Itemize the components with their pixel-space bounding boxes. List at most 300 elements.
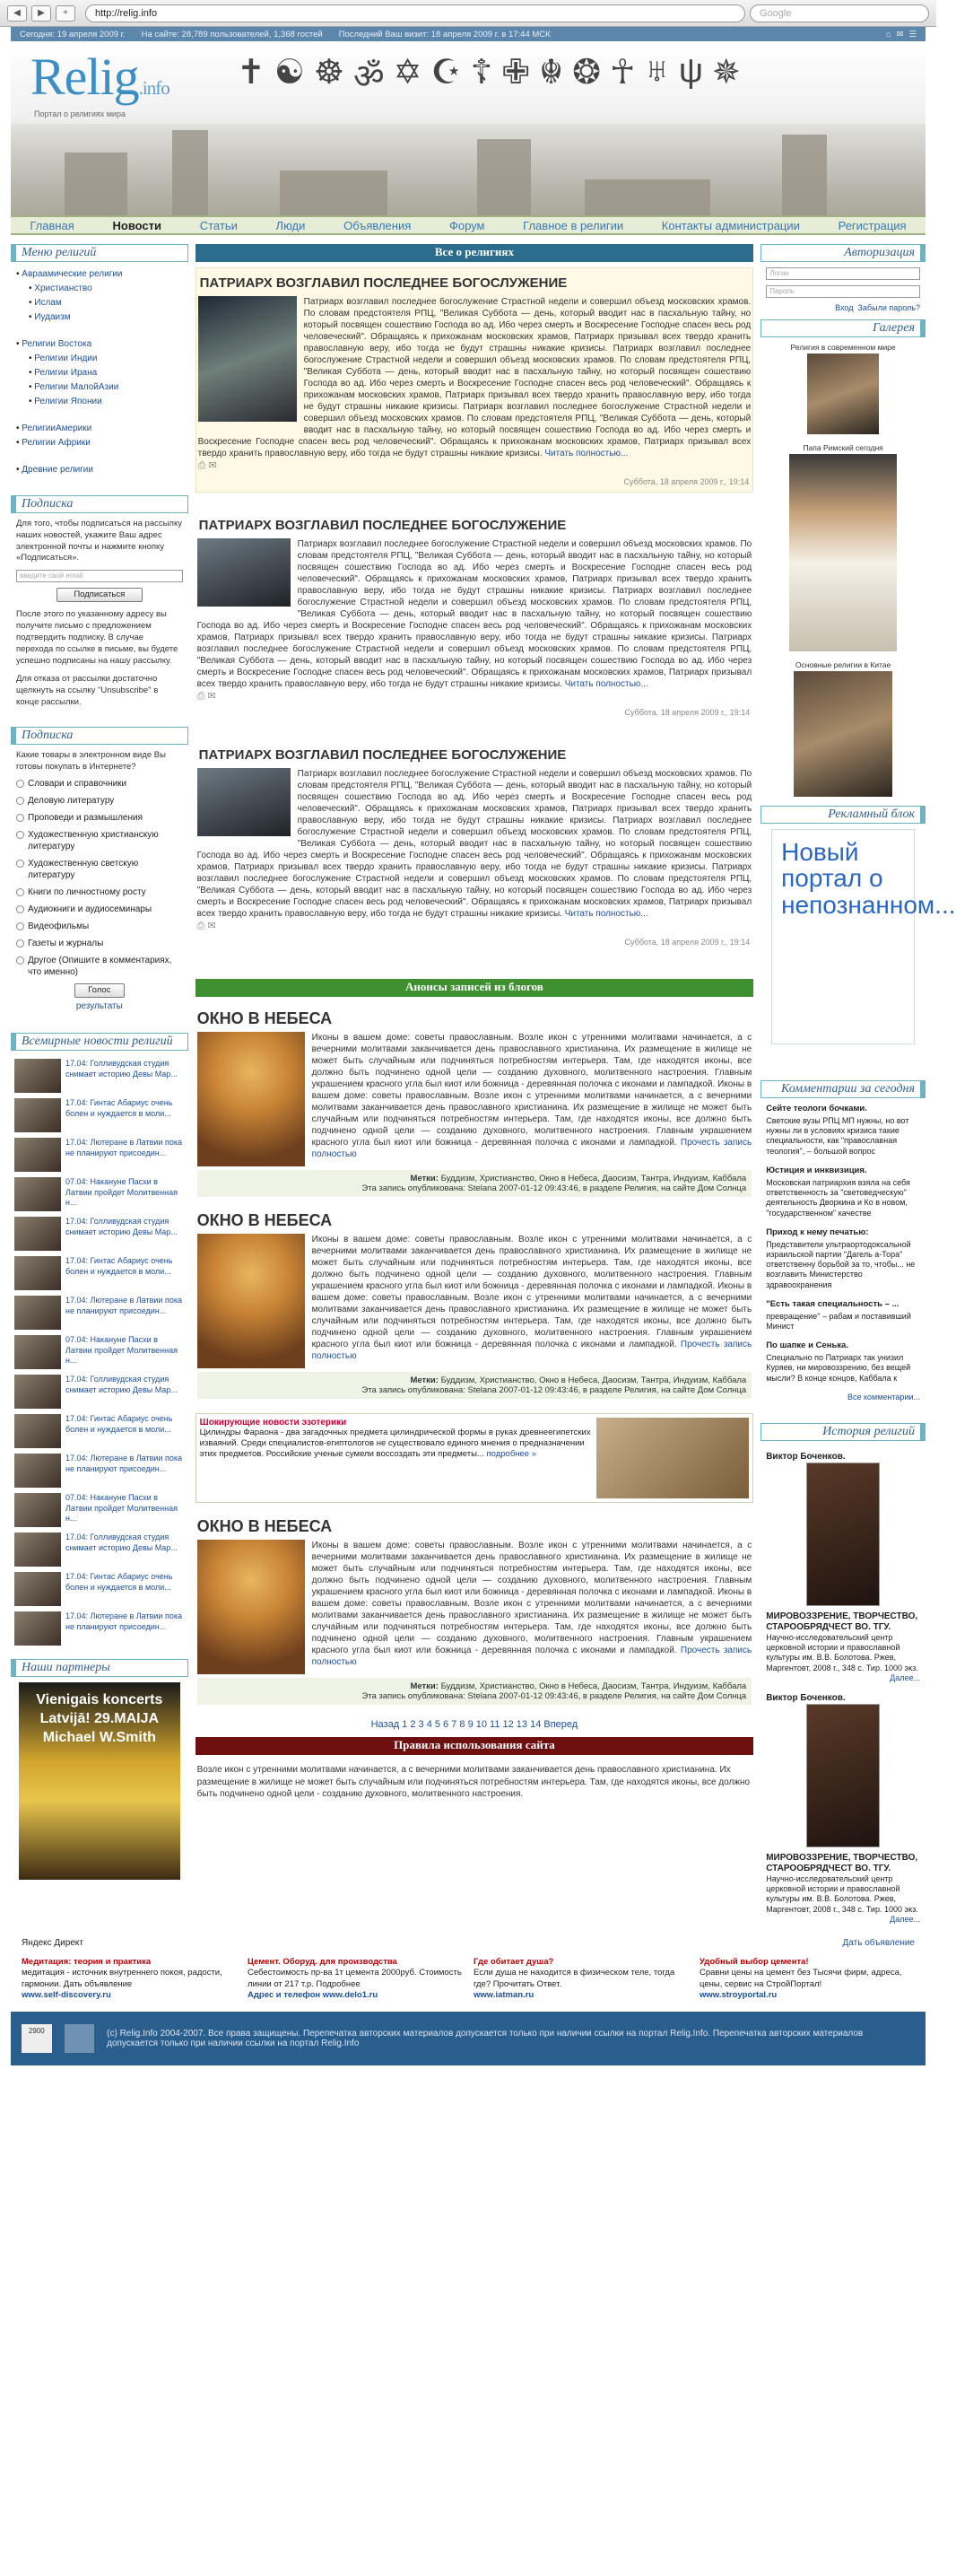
- blog-meta: [197, 1372, 752, 1399]
- blog-tags-label: Метки:: [410, 1375, 439, 1385]
- comment-title[interactable]: "Есть такая специальность – ...: [766, 1298, 900, 1309]
- religions-menu-link[interactable]: Христианство: [34, 284, 92, 293]
- footer-ad: [474, 1957, 689, 2001]
- news-thumbnail[interactable]: [14, 1414, 61, 1448]
- comment-text: Специально по Патриарх так унизил Куряев, ни мировоззрению, без вещей мысли? В конце концов, Каббала к: [766, 1353, 911, 1383]
- news-thumbnail[interactable]: [14, 1059, 61, 1093]
- religions-menu-item[interactable]: • Ислам: [29, 298, 62, 308]
- menu-item[interactable]: Контакты администрации: [661, 218, 800, 232]
- address-bar[interactable]: http://relig.info: [85, 4, 745, 22]
- article-title[interactable]: ПАТРИАРХ ВОЗГЛАВИЛ ПОСЛЕДНЕЕ БОГОСЛУЖЕНИЕ: [199, 275, 568, 291]
- menu-item[interactable]: Объявления: [343, 218, 412, 232]
- poll-option-label: Видеофильмы: [28, 921, 90, 932]
- religions-menu-item[interactable]: • Религии Индии: [29, 354, 98, 363]
- site-rules-text: Возле икон с утренними молитвами начинается, а с вечерними молитвами заканчивается день православного христианина. Их размещение в жилище не может быть случайным или подчиняться потребностям интерьера. Там, где находятся иконы, все должно быть подчинено одной цели - созданию духовного, молитвенного настроения.: [196, 1765, 751, 1799]
- footer-ad: [22, 1957, 237, 2001]
- vote-button[interactable]: Голос: [74, 983, 125, 998]
- blog-meta: [197, 1170, 752, 1197]
- blog-post-text: [197, 1540, 752, 1668]
- subscribe-button[interactable]: Подписаться: [56, 588, 143, 602]
- article-paragraph: Патриарх возглавил последнее богослужение Страстной недели и совершил объезд московских храмов. По словам предстоятеля РПЦ, "Великая Суббота — день, который вводит нас в пасхальную тайну, но который посвящен сошествию Господа во ад. Ибо через смерть и Воскресение Господне спасен весь род человеческий". Обращаясь к прихожанам московских храмов, Патриарх призывал всех твердо хранить православную веру, ибо тогда не будут страшны никакие кризисы.: [297, 539, 752, 596]
- gallery-header: Галерея: [760, 319, 926, 337]
- footer-ad-title[interactable]: Где обитает душа?: [474, 1956, 554, 1967]
- blog-post-body: Иконы в вашем доме: советы православным. Возле икон с утренними молитвами начинается, а с вечерними молитвами заканчивается день православного христианина. Их размещение в жилище не может быть случайным или подчиняться потребностям интерьера. Там, где находятся иконы, все должно быть подчинено одной цели — созданию духовного, молитвенного настроения. Главным украшением красного угла был киот или божница - деревянная полочка с иконами и лампадкой.: [311, 1587, 752, 1655]
- online-users: На сайте: 28,789 пользователей, 1,368 гостей: [141, 29, 323, 39]
- header-collage: [11, 124, 926, 215]
- header-icons: [886, 30, 917, 39]
- world-news-item[interactable]: [11, 1411, 188, 1451]
- article-paragraph: Патриарх возглавил последнее богослужение Страстной недели и совершил объезд московских храмов. По словам предстоятеля РПЦ, "Великая Суббота — день, который вводит нас в пасхальную тайну, но который посвящен сошествию Господа во ад. Ибо через смерть и Воскресение Господне спасен весь род человеческий". Обращаясь к прихожанам московских храмов, Патриарх призывал всех твердо хранить православную веру, ибо тогда не будут страшны никакие кризисы.: [196, 862, 752, 919]
- partners-header: Наши партнеры: [11, 1659, 188, 1677]
- news-link[interactable]: 07.04: Накануне Пасхи в Латвии пройдет Молитвенная н...: [65, 1493, 178, 1523]
- news-link[interactable]: 17.04: Лютеране в Латвии пока не планируют присоедин...: [65, 1454, 182, 1473]
- news-link[interactable]: 07.04: Накануне Пасхи в Латвии пройдет Молитвенная н...: [65, 1177, 178, 1207]
- poll-option-label: Книги по личностному росту: [28, 887, 146, 898]
- poll-option[interactable]: [16, 812, 183, 824]
- main-column: [196, 244, 754, 1929]
- all-religions-header: Все о религиях: [196, 244, 754, 262]
- news-link[interactable]: 17.04: Гинтас Абариус очень болен и нуждается в моли...: [65, 1414, 173, 1434]
- religions-menu-link[interactable]: Древние религии: [22, 465, 93, 475]
- religions-menu-item[interactable]: • Древние религии: [16, 465, 93, 475]
- page: [11, 27, 956, 2065]
- poll-radio[interactable]: [16, 922, 24, 930]
- world-news-item[interactable]: [11, 1609, 188, 1648]
- news-thumbnail[interactable]: [14, 1217, 61, 1251]
- book-author: Виктор Боченков.: [766, 1451, 846, 1462]
- book-author: Виктор Боченков.: [766, 1692, 846, 1703]
- poll-option[interactable]: [16, 829, 183, 852]
- forward-button[interactable]: ▶: [31, 5, 51, 22]
- news-link[interactable]: 17.04: Гинтас Абариус очень болен и нуждается в моли...: [65, 1572, 173, 1592]
- blog-post: [196, 1002, 754, 1204]
- article-title[interactable]: ПАТРИАРХ ВОЗГЛАВИЛ ПОСЛЕДНЕЕ БОГОСЛУЖЕНИЕ: [198, 747, 567, 763]
- world-news-item[interactable]: [11, 1096, 188, 1135]
- esoteric-ad-image[interactable]: [596, 1418, 749, 1498]
- world-news-list: [11, 1056, 188, 1648]
- religion-symbol-icon[interactable]: ☥: [609, 54, 636, 92]
- icon-image[interactable]: [197, 1032, 305, 1166]
- news-thumbnail[interactable]: [14, 1296, 61, 1330]
- news-thumbnail[interactable]: [14, 1177, 61, 1211]
- comment: [760, 1340, 926, 1393]
- article-title[interactable]: ПАТРИАРХ ВОЗГЛАВИЛ ПОСЛЕДНЕЕ БОГОСЛУЖЕНИЕ: [198, 518, 567, 533]
- icon-image[interactable]: [197, 1234, 305, 1368]
- world-news-item[interactable]: [11, 1372, 188, 1411]
- esoteric-ad-more[interactable]: подробнее »: [486, 1448, 536, 1459]
- gallery-caption: Папа Римский сегодня: [803, 443, 883, 452]
- read-more-link[interactable]: Читать полностью...: [564, 909, 648, 919]
- footer-ad-text: медитация - источник внутреннего покоя, радости, гармонии. Дать объявление: [22, 1968, 222, 1989]
- book-desc: Научно-исследовательский центр церковной истории и православной культуры им. В.В. Болотова. Ржев, Маргентовт, 2008 г., 348 с. Тир. 1000 экз.: [766, 1632, 918, 1672]
- history-header: История религий: [760, 1423, 926, 1441]
- world-news-header: Всемирные новости религий: [11, 1033, 188, 1051]
- world-news-item[interactable]: [11, 1174, 188, 1214]
- news-thumbnail[interactable]: [14, 1375, 61, 1409]
- blogs-header: Анонсы записей из блогов: [196, 979, 754, 997]
- poll-option-label: Деловую литературу: [28, 796, 115, 807]
- comment: [760, 1299, 926, 1340]
- blog-tags: Буддизм, Христианство, Окно в Небеса, Даосизм, Тантра, Индуизм, Каббала: [440, 1375, 747, 1385]
- blog-post-title[interactable]: ОКНО В НЕБЕСА: [196, 1009, 333, 1027]
- poll-option-label: Художественную светскую литературу: [28, 859, 139, 881]
- article-date: Суббота, 18 апреля 2009 г., 19:14: [623, 477, 750, 486]
- password-input[interactable]: Пароль: [766, 285, 920, 298]
- poll-option[interactable]: [16, 778, 183, 790]
- book-cover[interactable]: [806, 1463, 880, 1606]
- religions-menu-link[interactable]: Религии Индии: [34, 354, 98, 363]
- religion-symbol-icon[interactable]: ✵: [711, 54, 741, 92]
- news-link[interactable]: 17.04: Гинтас Абариус очень болен и нуждается в моли...: [65, 1098, 173, 1118]
- comment-text: Светские вузы РПЦ МП нужны, но вот нужны ли в условиях кризиса такие специальности, как "православная теология", – большой вопрос: [766, 1115, 909, 1156]
- book-more-link[interactable]: Далее...: [890, 1672, 920, 1682]
- poll-option-label: Газеты и журналы: [28, 939, 104, 949]
- article-photo[interactable]: [198, 296, 297, 422]
- blog-read-more[interactable]: Прочесть запись полностью: [311, 1340, 752, 1361]
- footer-ad-title[interactable]: Цемент. Оборуд. для производства: [248, 1956, 397, 1967]
- religions-menu-item[interactable]: • Религии Африки: [16, 438, 91, 448]
- article-paragraph: Патриарх возглавил последнее богослужение Страстной недели и совершил объезд московских храмов. По словам предстоятеля РПЦ, "Великая Суббота — день, который вводит нас в пасхальную тайну, но который посвящен сошествию Господа во ад. Ибо через смерть и Воскресение Господне спасен весь род человеческий". Обращаясь к прихожанам московских храмов, Патриарх призывал всех твердо хранить православную веру, ибо тогда не будут страшны никакие кризисы.: [303, 297, 752, 354]
- browser-toolbar: [0, 0, 936, 27]
- poll-header: Подписка: [11, 727, 188, 745]
- poll-option-label: Другое (Опишите в комментариях, что именно): [28, 956, 172, 978]
- blog-post: [196, 1510, 754, 1712]
- right-column: [760, 244, 956, 1929]
- add-tab-button[interactable]: +: [56, 5, 75, 22]
- blog-tags: Буддизм, Христианство, Окно в Небеса, Даосизм, Тантра, Индуизм, Каббала: [440, 1174, 747, 1183]
- news-link[interactable]: 17.04: Голливудская студия снимает историю Девы Мар...: [65, 1059, 178, 1078]
- menu-item[interactable]: Главное в религии: [523, 218, 624, 232]
- pagination-links[interactable]: Назад 1 2 3 4 5 6 7 8 9 10 11 12 13 14 Вперед: [370, 1719, 578, 1730]
- world-news-item[interactable]: [11, 1530, 188, 1569]
- email-icon[interactable]: ✉: [207, 921, 216, 931]
- poll-option[interactable]: [16, 858, 183, 881]
- comment-title[interactable]: Приход к нему печатью:: [766, 1227, 869, 1237]
- religion-symbol-icon[interactable]: ☪: [430, 54, 462, 92]
- religion-symbol-icon[interactable]: ♅: [644, 52, 670, 90]
- gallery-image[interactable]: [807, 354, 879, 434]
- religions-menu-link[interactable]: Ислам: [34, 298, 62, 308]
- comment-text: Московская патриархия взяла на себя ответственность за "световедческую" деятельность Дворкина и Ко в новом, "государственном" качестве: [766, 1177, 910, 1218]
- poll-option[interactable]: [16, 921, 183, 932]
- book-item: [760, 1688, 926, 1929]
- news-thumbnail[interactable]: [14, 1493, 61, 1527]
- religions-menu-header: Меню религий: [11, 244, 188, 262]
- article: [196, 267, 754, 493]
- poll-results-link[interactable]: результаты: [75, 1001, 123, 1012]
- gallery-caption: Религия в современном мире: [790, 343, 896, 352]
- religions-menu-link[interactable]: РелигииАмерики: [22, 424, 92, 433]
- article-date: Суббота, 18 апреля 2009 г., 19:14: [624, 938, 751, 947]
- footer: [11, 2012, 926, 2065]
- today-date: Сегодня: 19 апреля 2009 г.: [20, 29, 126, 39]
- footer-ad-title[interactable]: Медитация: теория и практика: [22, 1956, 152, 1967]
- footer-ad-text: Себестоимость пр-ва 1т цемента 2000руб. Стоимость линии от 217 т.р. Подробнее: [248, 1968, 462, 1989]
- esoteric-ad-desc: Цилиндры Фараона - два загадочных предмета цилиндрической формы в руках древнеегипетских изваяний. Среди специалистов-египтологов не существовало единого мнения о предназначении этих предметов. Российские ученые сумели воссоздать эти предметы...: [199, 1428, 591, 1459]
- site-rules-header: Правила использования сайта: [196, 1737, 754, 1755]
- religion-symbol-icon[interactable]: ॐ: [353, 58, 385, 96]
- news-thumbnail[interactable]: [14, 1611, 61, 1646]
- footer-ad: [248, 1957, 463, 2001]
- blog-read-more[interactable]: Прочесть запись полностью: [311, 1646, 752, 1667]
- comments-header: Комментарии за сегодня: [760, 1080, 926, 1098]
- poll-radio[interactable]: [16, 780, 24, 788]
- article-paragraph: Патриарх возглавил последнее богослужение Страстной недели и совершил объезд московских храмов. По словам предстоятеля РПЦ, "Великая Суббота — день, который вводит нас в пасхальную тайну, но который посвящен сошествию Господа во ад. Ибо через смерть и Воскресение Господне спасен весь род человеческий". Обращаясь к прихожанам московских храмов, Патриарх призывал всех твердо хранить православную веру, ибо тогда не будут страшны никакие кризисы.: [196, 633, 752, 689]
- comment-text: Представители ультраортодоксальной израильской партии "Дагель а-Тора" ответственну борьбой за то, чтобы... не возглавить Министерство здравоохранения: [766, 1239, 916, 1289]
- poll-option[interactable]: [16, 795, 183, 807]
- religions-menu-item[interactable]: • Иудаизм: [29, 312, 71, 322]
- print-icon[interactable]: ⎙: [196, 921, 208, 931]
- blog-post: [196, 1204, 754, 1406]
- comment-title[interactable]: По шапке и Сенька.: [766, 1340, 848, 1351]
- religions-menu-item[interactable]: • Религии Востока: [16, 339, 92, 349]
- menu-item[interactable]: Новости: [112, 218, 162, 232]
- subscribe-text: Для того, чтобы подписаться на рассылку наших новостей, укажите Ваш адрес электронной почты и нажмите кнопку «Подписаться».: [16, 519, 182, 563]
- article: [196, 511, 754, 722]
- article-tools: [197, 920, 752, 934]
- religion-symbols: [237, 52, 741, 99]
- article-tools: [198, 459, 752, 474]
- religions-menu-item[interactable]: • РелигииАмерики: [16, 424, 92, 433]
- poll-radio[interactable]: [16, 905, 24, 913]
- footer-ad: [700, 1957, 915, 2001]
- home-icon[interactable]: ⌂: [885, 29, 891, 39]
- poll-radio[interactable]: [16, 939, 24, 947]
- read-more-link[interactable]: Читать полностью...: [544, 449, 629, 458]
- article-text: [197, 538, 752, 690]
- poll-option-label: Аудиокниги и аудиосеминары: [28, 904, 152, 915]
- article-photo[interactable]: [197, 768, 291, 836]
- print-icon[interactable]: ⎙: [197, 460, 209, 471]
- email-icon[interactable]: ✉: [207, 691, 216, 702]
- subscribe-header: Подписка: [11, 495, 188, 513]
- blog-tags-label: Метки:: [410, 1681, 439, 1691]
- poll-option-label: Проповеди и размышления: [28, 813, 143, 824]
- poll-option-label: Художественную христианскую литературу: [28, 830, 159, 852]
- all-comments-link[interactable]: Все комментарии...: [847, 1392, 920, 1402]
- world-news-item[interactable]: [11, 1451, 188, 1490]
- blog-post-title[interactable]: ОКНО В НЕБЕСА: [196, 1517, 333, 1535]
- news-thumbnail[interactable]: [14, 1572, 61, 1606]
- footer-ad-url[interactable]: www.self-discovery.ru: [22, 1989, 111, 2000]
- book-desc: Научно-исследовательский центр церковной истории и православной культуры им. В.В. Болотова. Ржев, Маргентовт, 2008 г., 348 с. Тир. 1000 экз.: [766, 1873, 918, 1914]
- news-link[interactable]: 07.04: Накануне Пасхи в Латвии пройдет Молитвенная н...: [65, 1335, 178, 1365]
- gallery-image[interactable]: [789, 454, 897, 651]
- religions-menu-link[interactable]: Религии Ирана: [34, 368, 98, 378]
- blog-post-text: [197, 1032, 752, 1160]
- article: [196, 740, 754, 952]
- book-title[interactable]: МИРОВОЗЗРЕНИЕ, ТВОРЧЕСТВО, СТАРООБРЯДЧЕСТ ВО. ТГУ.: [766, 1611, 918, 1632]
- login-input[interactable]: Логин: [766, 267, 920, 280]
- world-news-item[interactable]: [11, 1569, 188, 1609]
- poll-radio[interactable]: [16, 956, 24, 965]
- blog-meta: [197, 1678, 752, 1705]
- gallery-image[interactable]: [794, 671, 892, 797]
- esoteric-ad-body: [200, 1428, 592, 1460]
- blog-tags: Буддизм, Христианство, Окно в Небеса, Даосизм, Тантра, Индуизм, Каббала: [440, 1681, 747, 1691]
- mail-icon[interactable]: ✉: [896, 29, 904, 39]
- news-link[interactable]: 17.04: Голливудская студия снимает историю Девы Мар...: [65, 1533, 178, 1552]
- blog-published: Эта запись опубликована: Stelana 2007-01-12 09:43:46, в разделе Религия, на сайте Дом Солнца: [361, 1385, 747, 1395]
- poll-option[interactable]: [16, 938, 183, 949]
- comment: [760, 1227, 926, 1299]
- article-paragraph: Патриарх возглавил последнее богослужение Страстной недели и совершил объезд московских храмов. По словам предстоятеля РПЦ, "Великая Суббота — день, который вводит нас в пасхальную тайну, но который посвящен сошествию Господа во ад. Ибо через смерть и Воскресение Господне спасен весь род человеческий". Обращаясь к прихожанам московских храмов, Патриарх призывал всех твердо хранить православную веру, ибо тогда не будут страшны никакие кризисы.: [197, 402, 752, 458]
- poll-radio[interactable]: [16, 831, 24, 839]
- religions-menu-item[interactable]: • Авраамические религии: [16, 269, 123, 279]
- article-text: [198, 296, 752, 459]
- religion-symbol-icon[interactable]: ☦: [470, 54, 493, 92]
- comments-list: [760, 1104, 926, 1393]
- poll-question: Какие товары в электронном виде Вы готовы покупать в Интернете?: [16, 749, 166, 772]
- menu-item[interactable]: Регистрация: [838, 218, 907, 232]
- blog-post-body: Иконы в вашем доме: советы православным. Возле икон с утренними молитвами начинается, а с вечерними молитвами заканчивается день православного христианина. Их размещение в жилище не может быть случайным или подчиняться потребностям интерьера. Там, где находятся иконы, все должно быть подчинено одной цели — созданию духовного, молитвенного настроения. Главным украшением красного угла был киот или божница - деревянная полочка с иконами и лампадкой.: [311, 1033, 752, 1089]
- sitemap-icon[interactable]: ☰: [908, 29, 917, 39]
- subscribe-text-2: После этого по указанному адресу вы получите письмо с предложением подтвердить подписку. В случае перехода по ссылке в письме, вы будете успешно подписаны на нашу рассылку.: [16, 609, 178, 666]
- religions-menu-item[interactable]: • Религии Ирана: [29, 368, 98, 378]
- poll-option[interactable]: [16, 886, 183, 898]
- article-paragraph: Патриарх возглавил последнее богослужение Страстной недели и совершил объезд московских храмов. По словам предстоятеля РПЦ, "Великая Суббота — день, который вводит нас в пасхальную тайну, но который посвящен сошествию Господа во ад. Ибо через смерть и Воскресение Господне спасен весь род человеческий". Обращаясь к прихожанам московских храмов, Патриарх призывал всех твердо хранить православную веру, ибо тогда не будут страшны никакие кризисы.: [196, 586, 752, 642]
- news-link[interactable]: 17.04: Голливудская студия снимает историю Девы Мар...: [65, 1375, 178, 1394]
- blog-published: Эта запись опубликована: Stelana 2007-01-12 09:43:46, в разделе Религия, на сайте Дом Солнца: [361, 1691, 747, 1701]
- article-text: [197, 768, 752, 920]
- footer-ad-title[interactable]: Удобный выбор цемента!: [700, 1956, 809, 1967]
- article-date: Суббота, 18 апреля 2009 г., 19:14: [624, 708, 751, 717]
- religion-symbol-icon[interactable]: ❂: [572, 54, 601, 92]
- world-news-item[interactable]: [11, 1214, 188, 1253]
- auth-header: Авторизация: [760, 244, 926, 262]
- footer-ad-url[interactable]: www.stroyportal.ru: [700, 1989, 778, 2000]
- poll-radio[interactable]: [16, 888, 24, 896]
- article-photo[interactable]: [197, 538, 291, 607]
- adv-header: Рекламный блок: [760, 806, 926, 824]
- login-link[interactable]: Вход: [835, 303, 854, 312]
- news-thumbnail[interactable]: [14, 1454, 61, 1488]
- news-thumbnail[interactable]: [14, 1138, 61, 1172]
- book-title[interactable]: МИРОВОЗЗРЕНИЕ, ТВОРЧЕСТВО, СТАРООБРЯДЧЕСТ ВО. ТГУ.: [766, 1852, 918, 1873]
- news-link[interactable]: 17.04: Лютеране в Латвии пока не планируют присоедин...: [65, 1138, 182, 1157]
- poll-radio[interactable]: [16, 814, 24, 822]
- comment-text: превращение" – рабам и поставивший Минист: [766, 1311, 911, 1331]
- religions-menu-link[interactable]: Религии Востока: [22, 339, 92, 349]
- yandex-direct[interactable]: Яндекс Директ: [22, 1937, 83, 1948]
- world-news-item[interactable]: [11, 1135, 188, 1174]
- comment-title[interactable]: Сейте теологи бочками.: [766, 1104, 867, 1113]
- last-visit: Последний Ваш визит: 18 апреля 2009 г. в 17:44 МСК: [338, 29, 551, 39]
- back-button[interactable]: ◀: [7, 5, 27, 22]
- menu-item[interactable]: Главная: [30, 218, 74, 232]
- world-news-item[interactable]: [11, 1332, 188, 1372]
- email-icon[interactable]: ✉: [208, 460, 217, 471]
- menu-item[interactable]: Статьи: [199, 218, 238, 232]
- religions-menu-item[interactable]: • Христианство: [29, 284, 92, 293]
- print-icon[interactable]: ⎙: [196, 691, 208, 702]
- religions-menu-link[interactable]: Иудаизм: [34, 312, 71, 322]
- news-thumbnail[interactable]: [14, 1256, 61, 1290]
- book-cover[interactable]: [806, 1704, 880, 1847]
- read-more-link[interactable]: Читать полностью...: [564, 679, 648, 689]
- world-news-item[interactable]: [11, 1490, 188, 1530]
- news-link[interactable]: 17.04: Гинтас Абариус очень болен и нуждается в моли...: [65, 1256, 173, 1276]
- footer-ad-url[interactable]: www.iatman.ru: [474, 1989, 534, 2000]
- religions-menu-link[interactable]: Религии МалойАзии: [34, 382, 119, 392]
- books-list: [760, 1446, 926, 1929]
- article-paragraph: Патриарх возглавил последнее богослужение Страстной недели и совершил объезд московских храмов. По словам предстоятеля РПЦ, "Великая Суббота — день, который вводит нас в пасхальную тайну, но который посвящен сошествию Господа во ад. Ибо через смерть и Воскресение Господне спасен весь род человеческий". Обращаясь к прихожанам московских храмов, Патриарх призывал всех твердо хранить православную веру, ибо тогда не будут страшны никакие кризисы.: [297, 769, 752, 825]
- esoteric-ad-title[interactable]: Шокирующие новости эзотерики: [199, 1418, 347, 1428]
- icon-image[interactable]: [197, 1540, 305, 1674]
- pagination[interactable]: [196, 1712, 754, 1737]
- counter-badge[interactable]: [65, 2024, 95, 2053]
- religion-symbol-icon[interactable]: ☯: [274, 54, 305, 92]
- world-news-item[interactable]: [11, 1253, 188, 1293]
- religion-symbol-icon[interactable]: ✝: [237, 54, 265, 92]
- news-thumbnail[interactable]: [14, 1098, 61, 1132]
- religion-symbol-icon[interactable]: ☬: [539, 54, 564, 92]
- blog-read-more[interactable]: Прочесть запись полностью: [311, 1138, 752, 1159]
- give-ad-link[interactable]: Дать объявление: [842, 1937, 915, 1948]
- religions-menu-link[interactable]: Религии Африки: [22, 438, 91, 448]
- religion-symbol-icon[interactable]: ✡: [393, 54, 422, 92]
- news-link[interactable]: 17.04: Голливудская студия снимает историю Девы Мар...: [65, 1217, 178, 1236]
- news-thumbnail[interactable]: [14, 1533, 61, 1567]
- site-logo[interactable]: Relig.info: [30, 48, 169, 106]
- copyright: (с) Relig.Info 2004-2007. Все права защищены. Перепечатка авторских материалов допускается только при наличии ссылки на портал Relig.Info. Перепечатка авторских материалов допускается только при наличии ссылки на портал Relig.Info: [107, 2029, 864, 2049]
- blog-tags-label: Метки:: [410, 1174, 439, 1183]
- blog-post-text: [197, 1234, 752, 1362]
- religions-menu-item[interactable]: • Религии Японии: [29, 397, 102, 406]
- blog-published: Эта запись опубликована: Stelana 2007-01-12 09:43:46, в разделе Религия, на сайте Дом Солнца: [361, 1183, 747, 1193]
- religion-symbol-icon[interactable]: ✙: [501, 54, 531, 92]
- poll-option-label: Словари и справочники: [28, 779, 127, 790]
- religions-menu-item[interactable]: • Религии МалойАзии: [29, 382, 119, 392]
- footer-adv-bar: [11, 1929, 926, 1952]
- blog-post-title[interactable]: ОКНО В НЕБЕСА: [196, 1211, 333, 1229]
- religion-symbol-icon[interactable]: ψ: [678, 52, 703, 90]
- religions-menu-link[interactable]: Авраамические религии: [22, 269, 123, 279]
- menu-item[interactable]: Форум: [448, 218, 485, 232]
- religion-symbol-icon[interactable]: ☸: [313, 54, 344, 92]
- adv-banner[interactable]: Новый портал о непознанном...: [771, 829, 915, 1044]
- poll-option[interactable]: [16, 904, 183, 915]
- poll-radio[interactable]: [16, 797, 24, 805]
- poll-radio[interactable]: [16, 860, 24, 868]
- footer-ad-url[interactable]: Адрес и телефон www.delo1.ru: [248, 1989, 378, 2000]
- esoteric-ad-text: [200, 1418, 592, 1498]
- browser-search-input[interactable]: Google: [750, 4, 929, 22]
- world-news-item[interactable]: [11, 1293, 188, 1332]
- news-link[interactable]: 17.04: Лютеране в Латвии пока не планируют присоедин...: [65, 1296, 182, 1315]
- menu-item[interactable]: Люди: [275, 218, 306, 232]
- comment-title[interactable]: Юстиция и инквизиция.: [766, 1165, 867, 1175]
- news-thumbnail[interactable]: [14, 1335, 61, 1369]
- book-item: [760, 1446, 926, 1688]
- footer-ad-text: Если душа не находится в физическом теле, тогда где? Прочитать Ответ.: [474, 1968, 675, 1989]
- forgot-password-link[interactable]: Забыли пароль?: [857, 303, 920, 312]
- partner-banner[interactable]: Vienigais koncerts Latvijā! 29.MAIJA Michael W.Smith: [19, 1682, 180, 1880]
- article-paragraph: Патриарх возглавил последнее богослужение Страстной недели и совершил объезд московских храмов. По словам предстоятеля РПЦ, "Великая Суббота — день, который вводит нас в пасхальную тайну, но который посвящен сошествию Господа во ад. Ибо через смерть и Воскресение Господне спасен весь род человеческий". Обращаясь к прихожанам московских храмов, Патриарх призывал всех твердо хранить православную веру, ибо тогда не будут страшны никакие кризисы.: [196, 816, 752, 872]
- religions-menu-link[interactable]: Религии Японии: [34, 397, 102, 406]
- article-tools: [197, 690, 752, 704]
- esoteric-ad: [196, 1413, 754, 1503]
- site-slogan: Портал о религиях мира: [34, 109, 126, 118]
- poll-option[interactable]: [16, 955, 183, 978]
- book-more-link[interactable]: Далее...: [890, 1914, 920, 1924]
- status-strip: [11, 27, 926, 41]
- subscribe-email-input[interactable]: введите свой email: [16, 570, 183, 582]
- world-news-item[interactable]: [11, 1056, 188, 1096]
- news-link[interactable]: 17.04: Лютеране в Латвии пока не планируют присоедин...: [65, 1611, 182, 1631]
- poll-options: [11, 778, 188, 978]
- visit-counter[interactable]: 2900: [22, 2024, 52, 2053]
